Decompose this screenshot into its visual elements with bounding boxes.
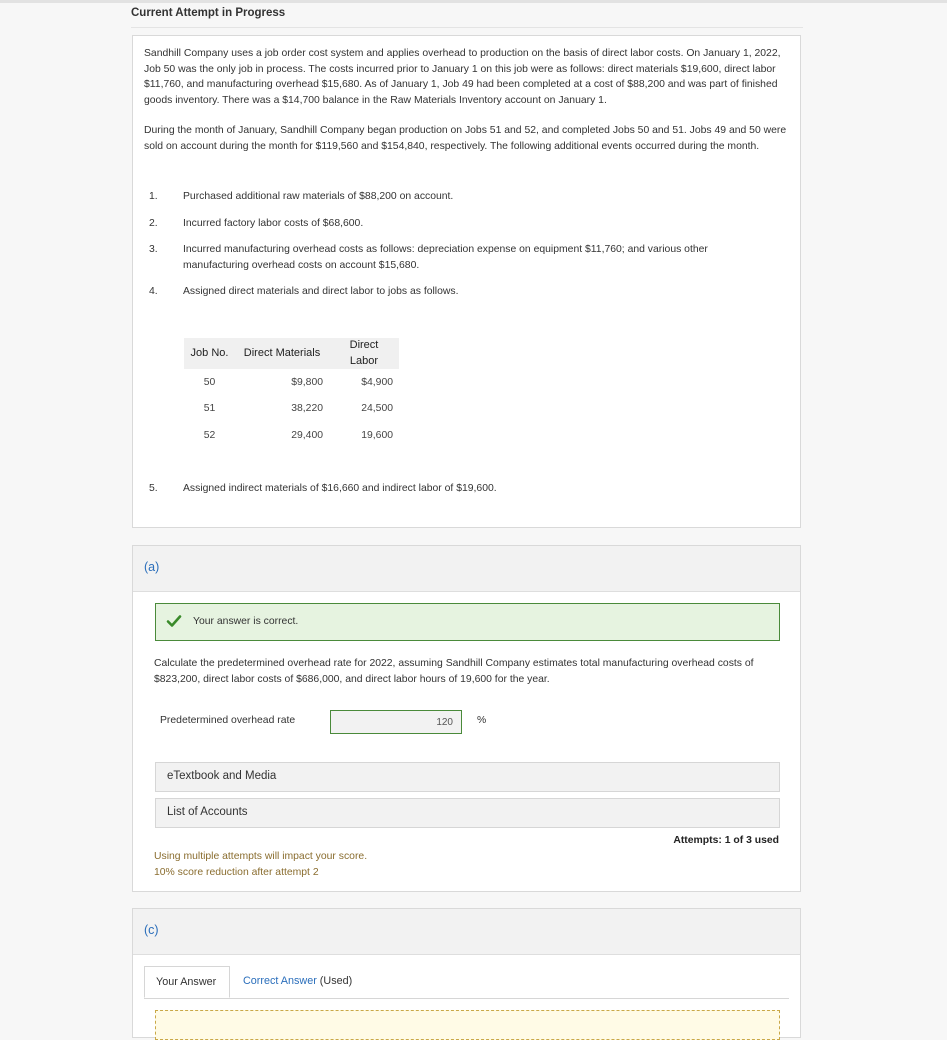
overhead-rate-input[interactable] <box>330 710 462 734</box>
problem-paragraph-1: Sandhill Company uses a job order cost system and applies overhead to production on the basis of direct labor costs. On January 1, 2022, Job 50 was the only job in process. The costs incurred prior to January 1 on this job were as follows: direct materials $19,600, direct labor $11,760, and manufacturing overhead $15,680. As of January 1, Job 49 had been completed at a cost of $88,200 and was part of finished goods inventory. There was a $14,700 balance in the Raw Materials Inventory account on January 1. <box>144 48 781 106</box>
job-cost-table <box>184 338 399 449</box>
event-text: Purchased additional raw materials of $88,200 on account. <box>183 191 454 202</box>
answer-tabs <box>144 966 789 999</box>
tab-correct-answer[interactable] <box>232 966 363 998</box>
event-text: Incurred manufacturing overhead costs as follows: depreciation expense on equipment $11,760; and various other manufacturing overhead costs on account $15,680. <box>183 244 708 271</box>
part-a-header[interactable] <box>133 546 800 592</box>
answer-notice-box <box>155 1010 780 1040</box>
overhead-rate-label: Predetermined overhead rate <box>160 715 296 726</box>
percent-unit: % <box>477 715 487 726</box>
tab-used-suffix: (Used) <box>316 975 353 987</box>
event-number: 1. <box>149 191 158 202</box>
event-number: 4. <box>149 286 158 297</box>
column-header-direct-materials: Direct Materials <box>235 338 329 369</box>
event-text: Assigned direct materials and direct labor to jobs as follows. <box>183 286 459 297</box>
part-a-label: (a) <box>144 560 160 574</box>
list-of-accounts-button[interactable]: List of Accounts <box>155 798 780 828</box>
feedback-text: Your answer is correct. <box>193 616 299 627</box>
attempt-warning <box>154 849 367 880</box>
event-text: Assigned indirect materials of $16,660 and indirect labor of $19,600. <box>183 483 497 494</box>
part-c-section <box>132 908 801 1038</box>
tab-your-answer[interactable]: Your Answer <box>144 966 230 998</box>
checkmark-icon <box>166 613 182 629</box>
table-row <box>184 422 399 449</box>
problem-statement <box>132 35 801 528</box>
attempt-warning-line-1: Using multiple attempts will impact your score. <box>154 851 368 862</box>
table-cell: 24,500 <box>361 403 393 414</box>
part-c-label: (c) <box>144 923 159 937</box>
attempt-warning-line-2: 10% score reduction after attempt 2 <box>154 866 319 878</box>
table-cell: 50 <box>203 376 216 388</box>
attempts-counter: Attempts: 1 of 3 used <box>673 835 779 846</box>
table-cell: $9,800 <box>291 376 323 388</box>
table-header-row <box>184 338 399 369</box>
column-header-job-no: Job No. <box>184 338 235 369</box>
part-a-section <box>132 545 801 892</box>
table-cell: $4,900 <box>361 376 393 388</box>
correct-feedback-banner <box>155 603 780 641</box>
page-title: Current Attempt in Progress <box>131 7 803 28</box>
event-text: Incurred factory labor costs of $68,600. <box>183 218 364 229</box>
problem-paragraph-2: During the month of January, Sandhill Company began production on Jobs 51 and 52, and completed Jobs 50 and 51. Jobs 49 and 50 were sold on account during the month for $119,560 and $154,840, respectively. The following additional events occurred during the month. <box>144 125 787 152</box>
table-row <box>184 396 399 423</box>
event-number: 5. <box>149 483 158 494</box>
tab-correct-answer-label: Correct Answer <box>243 975 317 987</box>
table-cell: 19,600 <box>361 429 393 441</box>
question-text: Calculate the predetermined overhead rate for 2022, assuming Sandhill Company estimates total manufacturing overhead costs of $823,200, direct labor costs of $686,000, and direct labor hours of 19,600 for the year. <box>154 658 754 685</box>
table-row <box>184 369 399 396</box>
table-cell: 29,400 <box>291 429 323 441</box>
table-cell: 51 <box>203 403 216 414</box>
part-c-header[interactable] <box>133 909 800 955</box>
top-bar <box>0 0 947 3</box>
table-cell: 38,220 <box>291 403 323 414</box>
etextbook-media-button[interactable]: eTextbook and Media <box>155 762 780 792</box>
event-number: 3. <box>149 244 158 255</box>
table-cell: 52 <box>203 429 216 441</box>
column-header-direct-labor: Direct Labor <box>329 338 399 369</box>
event-number: 2. <box>149 218 158 229</box>
